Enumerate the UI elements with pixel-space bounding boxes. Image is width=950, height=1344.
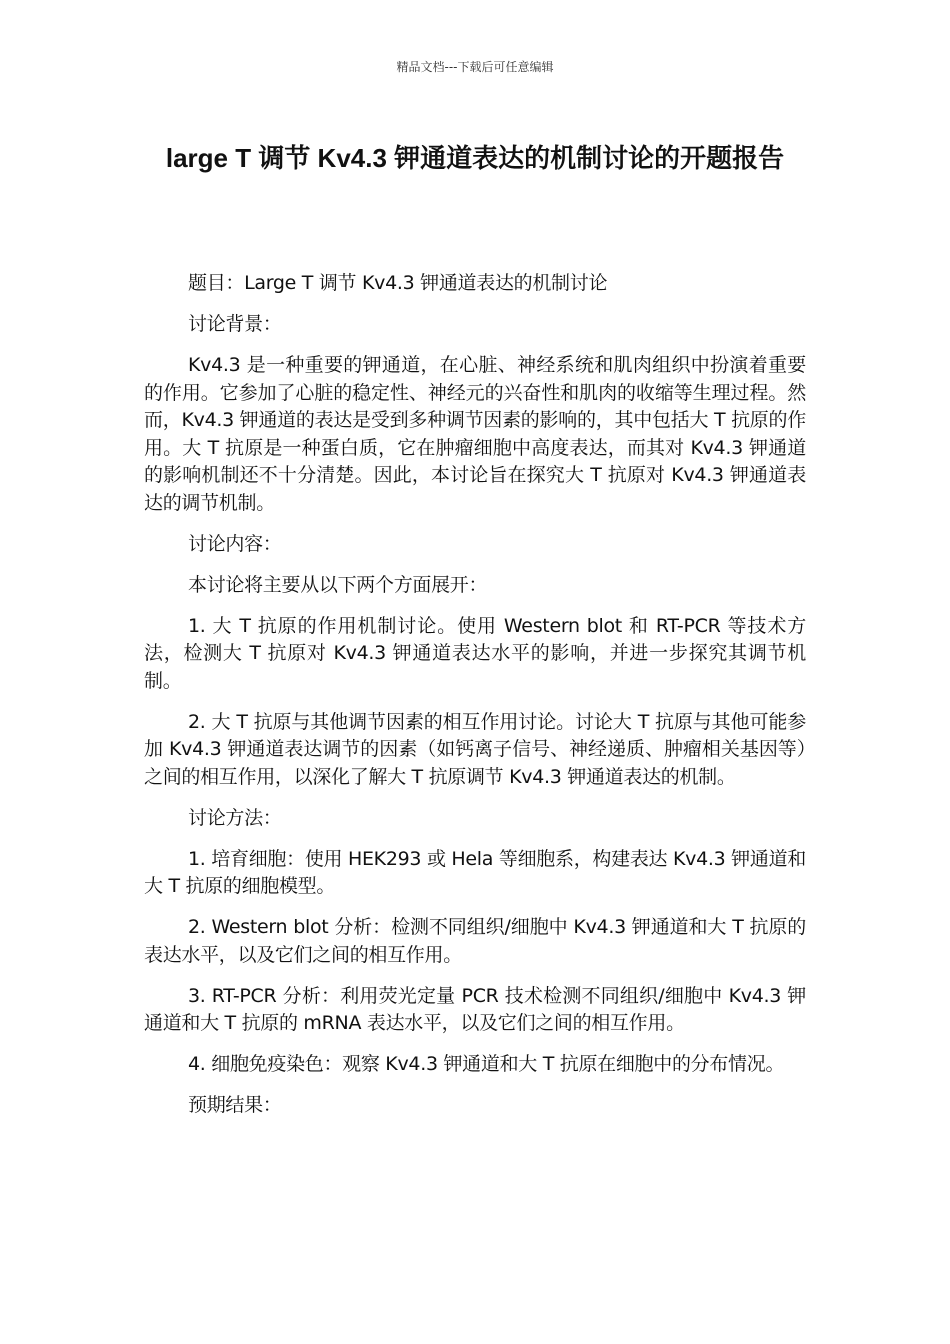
section-heading-expected-results: 预期结果：	[188, 1094, 282, 1116]
method-item-1: 1. 培育细胞：使用 HEK293 或 Hela 等细胞系，构建表达 Kv4.3 钾通道和大 T 抗原的细胞模型。	[144, 847, 806, 897]
document-title: large T 调节 Kv4.3 钾通道表达的机制讨论的开题报告	[165, 143, 785, 173]
document-body	[144, 270, 806, 1133]
content-item-2: 2. 大 T 抗原与其他调节因素的相互作用讨论。讨论大 T 抗原与其他可能参加 Kv4.3 钾通道表达调节的因素（如钙离子信号、神经递质、肿瘤相关基因等）之间的相互作用，以深化了解大 T 抗原调节 Kv4.3 钾通道表达的机制。	[144, 710, 806, 788]
method-item-2: 2. Western blot 分析：检测不同组织/细胞中 Kv4.3 钾通道和大 T 抗原的表达水平，以及它们之间的相互作用。	[144, 916, 806, 966]
topic-paragraph: 题目：Large T 调节 Kv4.3 钾通道表达的机制讨论	[188, 272, 608, 294]
content-item-1: 1. 大 T 抗原的作用机制讨论。使用 Western blot 和 RT-PCR 等技术方法，检测大 T 抗原对 Kv4.3 钾通道表达水平的影响，并进一步探究其调节机制。	[144, 614, 806, 692]
page-header: 精品文档---下载后可任意编辑	[396, 60, 554, 74]
background-paragraph: Kv4.3 是一种重要的钾通道，在心脏、神经系统和肌肉组织中扮演着重要的作用。它参加了心脏的稳定性、神经元的兴奋性和肌肉的收缩等生理过程。然而，Kv4.3 钾通道的表达是受到多种调节因素的影响的，其中包括大 T 抗原的作用。大 T 抗原是一种蛋白质，它在肿瘤细胞中高度表达，而其对 Kv4.3 钾通道的影响机制还不十分清楚。因此，本讨论旨在探究大 T 抗原对 Kv4.3 钾通道表达的调节机制。	[144, 354, 806, 514]
method-item-3: 3. RT-PCR 分析：利用荧光定量 PCR 技术检测不同组织/细胞中 Kv4.3 钾通道和大 T 抗原的 mRNA 表达水平，以及它们之间的相互作用。	[144, 984, 806, 1034]
content-intro-paragraph: 本讨论将主要从以下两个方面展开：	[188, 573, 488, 596]
section-heading-content: 讨论内容：	[188, 532, 282, 555]
method-item-4: 4. 细胞免疫染色：观察 Kv4.3 钾通道和大 T 抗原在细胞中的分布情况。	[188, 1053, 785, 1075]
section-heading-methods: 讨论方法：	[188, 806, 282, 829]
section-heading-background: 讨论背景：	[188, 313, 282, 335]
